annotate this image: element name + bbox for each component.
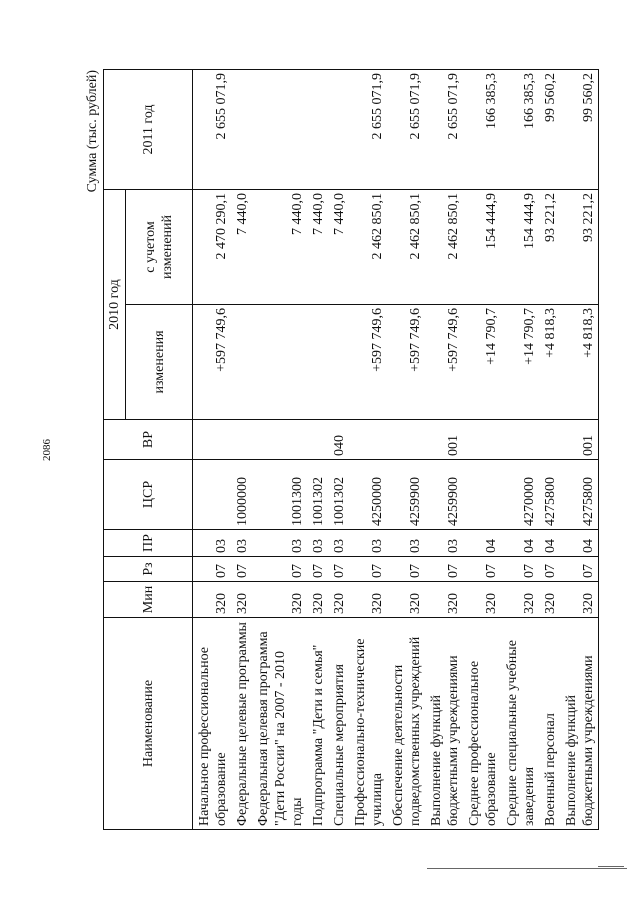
- row-with-changes: 2 470 290,1: [193, 190, 232, 305]
- row-name: Среднее профессиональное образование: [463, 618, 501, 830]
- row-pr: 03: [231, 530, 252, 557]
- table-row: [501, 70, 539, 830]
- row-min: 320: [349, 582, 387, 618]
- budget-table-sheet: [85, 70, 596, 830]
- row-change: +597 749,6: [349, 305, 387, 420]
- row-pr: 03: [193, 530, 232, 557]
- row-name: Средние специальные учебные заведения: [501, 618, 539, 830]
- row-with-changes: 7 440,0: [328, 190, 349, 305]
- row-with-changes: 2 462 850,1: [349, 190, 387, 305]
- row-min: 320: [252, 582, 307, 618]
- row-rz: 07: [501, 557, 539, 582]
- row-vr: [349, 420, 387, 460]
- row-2011: 2 655 071,9: [387, 70, 425, 190]
- table-row: [387, 70, 425, 830]
- row-vr: [307, 420, 328, 460]
- row-rz: 07: [252, 557, 307, 582]
- row-with-changes: 93 221,2: [539, 190, 560, 305]
- row-pr: 03: [349, 530, 387, 557]
- row-change: +14 790,7: [501, 305, 539, 420]
- row-vr: [193, 420, 232, 460]
- row-name: Федеральные целевые программы: [231, 618, 252, 830]
- row-change: +4 818,3: [539, 305, 560, 420]
- row-rz: 07: [387, 557, 425, 582]
- row-with-changes: 93 221,2: [560, 190, 599, 305]
- row-csr: 1001300: [252, 460, 307, 530]
- row-rz: 07: [307, 557, 328, 582]
- row-with-changes: 7 440,0: [231, 190, 252, 305]
- header-csr: ЦСР: [104, 460, 193, 530]
- row-with-changes: 154 444,9: [463, 190, 501, 305]
- row-name: Специальные мероприятия: [328, 618, 349, 830]
- table-row: [328, 70, 349, 830]
- row-csr: 4259900: [425, 460, 463, 530]
- row-csr: [193, 460, 232, 530]
- table-row: [463, 70, 501, 830]
- row-csr: 4259900: [387, 460, 425, 530]
- row-min: 320: [231, 582, 252, 618]
- row-2011: [252, 70, 307, 190]
- row-pr: 03: [252, 530, 307, 557]
- row-2011: [328, 70, 349, 190]
- header-with-changes: с учетом изменений: [126, 190, 193, 305]
- row-min: 320: [501, 582, 539, 618]
- row-name: Подпрограмма "Дети и семья": [307, 618, 328, 830]
- table-row: [349, 70, 387, 830]
- row-2011: [231, 70, 252, 190]
- row-2011: 166 385,3: [501, 70, 539, 190]
- row-csr: 4270000: [501, 460, 539, 530]
- row-rz: 07: [231, 557, 252, 582]
- header-vr: ВР: [104, 420, 193, 460]
- row-min: 320: [193, 582, 232, 618]
- row-rz: 07: [193, 557, 232, 582]
- row-with-changes: 154 444,9: [501, 190, 539, 305]
- header-name: Наименование: [104, 618, 193, 830]
- row-name: Военный персонал: [539, 618, 560, 830]
- row-pr: 04: [560, 530, 599, 557]
- row-change: [252, 305, 307, 420]
- row-2011: 99 560,2: [560, 70, 599, 190]
- row-rz: 07: [463, 557, 501, 582]
- row-rz: 07: [425, 557, 463, 582]
- row-change: +4 818,3: [560, 305, 599, 420]
- row-change: +597 749,6: [387, 305, 425, 420]
- row-2011: 2 655 071,9: [193, 70, 232, 190]
- table-row: [307, 70, 328, 830]
- row-with-changes: 2 462 850,1: [387, 190, 425, 305]
- row-pr: 03: [328, 530, 349, 557]
- header-rz: Рз: [104, 557, 193, 582]
- row-name: Выполнение функций бюджетными учреждениями: [425, 618, 463, 830]
- row-pr: 04: [539, 530, 560, 557]
- header-changes: изменения: [126, 305, 193, 420]
- row-2011: 99 560,2: [539, 70, 560, 190]
- row-name: Федеральная целевая программа "Дети России" на 2007 - 2010 годы: [252, 618, 307, 830]
- row-pr: 04: [501, 530, 539, 557]
- budget-table: [103, 69, 599, 830]
- table-caption: Сумма (тыс. рублей): [85, 70, 100, 193]
- row-rz: 07: [328, 557, 349, 582]
- row-change: [307, 305, 328, 420]
- row-vr: [539, 420, 560, 460]
- header-pr: ПР: [104, 530, 193, 557]
- row-vr: 001: [560, 420, 599, 460]
- header-min: Мин: [104, 582, 193, 618]
- row-min: 320: [425, 582, 463, 618]
- row-csr: 4275800: [539, 460, 560, 530]
- row-pr: 03: [307, 530, 328, 557]
- row-2011: 2 655 071,9: [349, 70, 387, 190]
- row-name: Начальное профессиональное образование: [193, 618, 232, 830]
- row-min: 320: [328, 582, 349, 618]
- row-change: +597 749,6: [193, 305, 232, 420]
- footer-divider: [427, 868, 627, 869]
- row-min: 320: [463, 582, 501, 618]
- table-row: [560, 70, 599, 830]
- row-pr: 03: [425, 530, 463, 557]
- row-name: Обеспечение деятельности подведомственных учреждений: [387, 618, 425, 830]
- row-with-changes: 7 440,0: [307, 190, 328, 305]
- row-min: 320: [539, 582, 560, 618]
- header-year-2010: 2010 год: [104, 190, 126, 420]
- row-vr: [252, 420, 307, 460]
- table-row: [193, 70, 232, 830]
- row-rz: 07: [560, 557, 599, 582]
- row-2011: 2 655 071,9: [425, 70, 463, 190]
- row-min: 320: [387, 582, 425, 618]
- table-row: [231, 70, 252, 830]
- row-2011: 166 385,3: [463, 70, 501, 190]
- row-change: [328, 305, 349, 420]
- header-year-2011: 2011 год: [104, 70, 193, 190]
- row-2011: [307, 70, 328, 190]
- footer-divider-short: [598, 866, 624, 867]
- row-vr: [501, 420, 539, 460]
- row-csr: 1000000: [231, 460, 252, 530]
- row-vr: 040: [328, 420, 349, 460]
- row-vr: [231, 420, 252, 460]
- row-rz: 07: [539, 557, 560, 582]
- row-pr: 04: [463, 530, 501, 557]
- row-change: +14 790,7: [463, 305, 501, 420]
- row-vr: [387, 420, 425, 460]
- row-csr: 4275800: [560, 460, 599, 530]
- row-with-changes: 7 440,0: [252, 190, 307, 305]
- row-vr: [463, 420, 501, 460]
- row-rz: 07: [349, 557, 387, 582]
- row-vr: 001: [425, 420, 463, 460]
- row-csr: [463, 460, 501, 530]
- table-row: [252, 70, 307, 830]
- row-csr: 1001302: [307, 460, 328, 530]
- row-min: 320: [560, 582, 599, 618]
- row-change: [231, 305, 252, 420]
- row-pr: 03: [387, 530, 425, 557]
- table-row: [539, 70, 560, 830]
- row-name: Выполнение функций бюджетными учреждениями: [560, 618, 599, 830]
- row-min: 320: [307, 582, 328, 618]
- row-change: +597 749,6: [425, 305, 463, 420]
- row-name: Профессионально-технические училища: [349, 618, 387, 830]
- table-row: [425, 70, 463, 830]
- row-csr: 4250000: [349, 460, 387, 530]
- row-csr: 1001302: [328, 460, 349, 530]
- page-number: 2086: [41, 439, 53, 461]
- row-with-changes: 2 462 850,1: [425, 190, 463, 305]
